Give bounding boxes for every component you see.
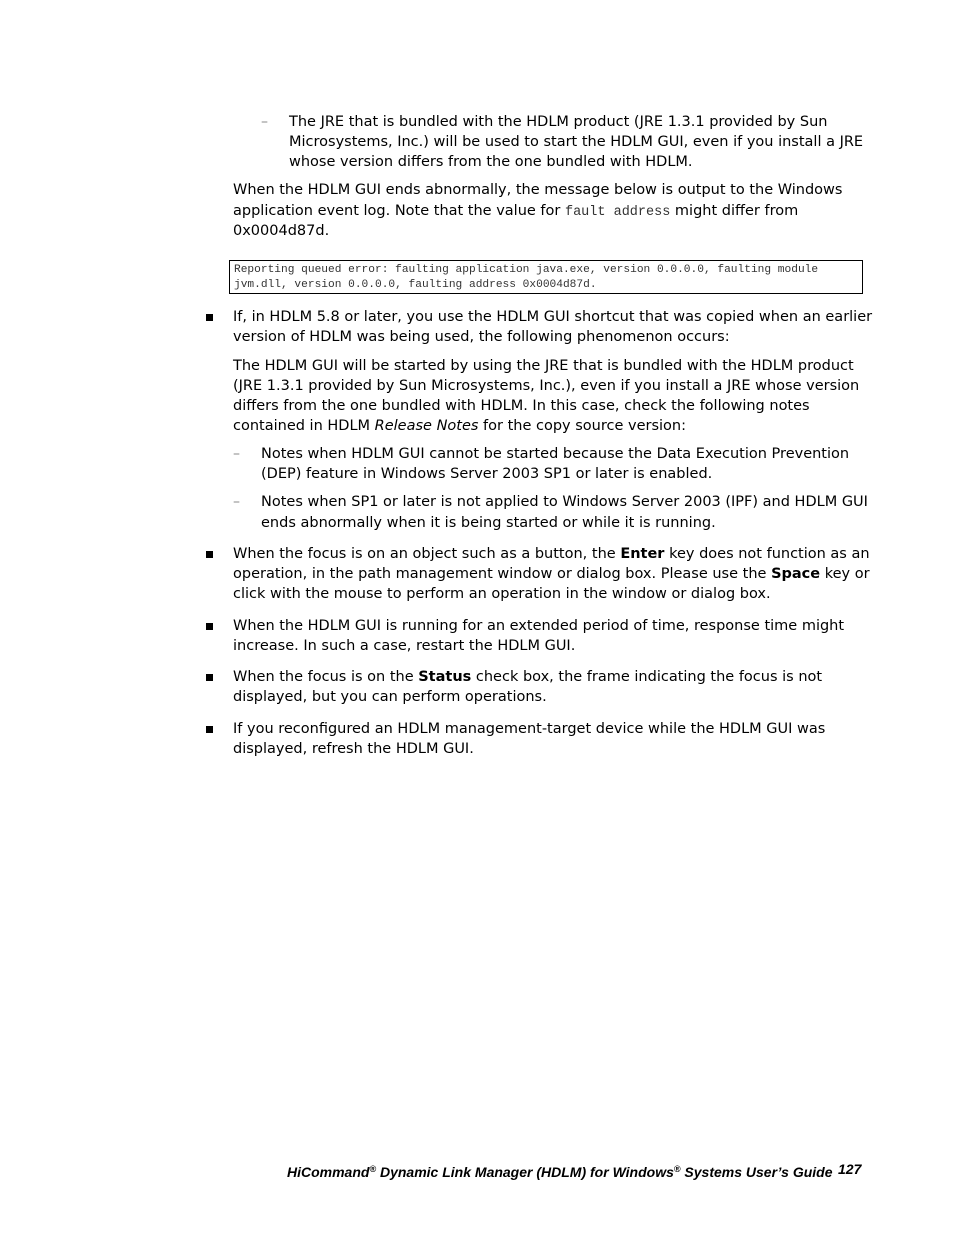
bullet1-sub1-line-1: Notes when HDLM GUI cannot be started because the Data Execution Prevention xyxy=(261,446,850,462)
bullet2-line-2-post: key or xyxy=(820,566,870,582)
code-line-1: Reporting queued error: faulting application java.exe, version 0.0.0.0, faulting module xyxy=(234,264,819,276)
bullet4-line-1-pre: When the focus is on the xyxy=(233,669,419,685)
bullet2-line-1-post: key does not function as an xyxy=(664,546,870,562)
page-footer-title xyxy=(287,1159,833,1182)
abnormal-end-line-2-post: might differ from xyxy=(670,203,799,219)
bullet1-para-line-4-post: for the copy source version: xyxy=(478,418,687,434)
abnormal-end-line-2 xyxy=(233,201,798,223)
registered-mark: ® xyxy=(369,1164,377,1174)
bullet-marker xyxy=(206,674,213,681)
bullet4-line-1-post: check box, the frame indicating the focus is not xyxy=(471,669,823,685)
intro-subitem-line-3: whose version differs from the one bundled with HDLM. xyxy=(289,154,693,170)
abnormal-end-line-3: 0x0004d87d. xyxy=(233,223,330,239)
bullet1-para-line-2: (JRE 1.3.1 provided by Sun Microsystems, Inc.), even if you install a JRE whose version xyxy=(233,378,860,394)
bullet1-para-line-4 xyxy=(233,416,686,436)
enter-key-label: Enter xyxy=(620,546,665,562)
bullet4-line-2: displayed, but you can perform operations. xyxy=(233,689,547,705)
bullet1-sub2-line-2: ends abnormally when it is being started or while it is running. xyxy=(261,515,716,531)
footer-part-1: HiCommand xyxy=(287,1164,370,1180)
release-notes-title: Release Notes xyxy=(374,418,479,434)
bullet2-line-2-pre: operation, in the path management window or dialog box. Please use the xyxy=(233,566,772,582)
bullet3-line-2: increase. In such a case, restart the HDLM GUI. xyxy=(233,638,576,654)
intro-subitem-line-2: Microsystems, Inc.) will be used to start the HDLM GUI, even if you install a JRE xyxy=(289,134,864,150)
bullet-marker xyxy=(206,551,213,558)
bullet5-line-1: If you reconfigured an HDLM management-target device while the HDLM GUI was xyxy=(233,721,826,737)
abnormal-end-line-2-pre: application event log. Note that the value for xyxy=(233,203,565,219)
bullet1-sub2-line-1: Notes when SP1 or later is not applied to Windows Server 2003 (IPF) and HDLM GUI xyxy=(261,494,868,510)
bullet1-line-2: version of HDLM was being used, the following phenomenon occurs: xyxy=(233,329,730,345)
dash-marker: – xyxy=(261,114,268,130)
fault-address-code: fault address xyxy=(564,205,671,220)
bullet2-line-1 xyxy=(233,544,870,564)
bullet1-para-line-1: The HDLM GUI will be started by using the JRE that is bundled with the HDLM product xyxy=(233,358,854,374)
footer-part-3: Systems User’s Guide xyxy=(680,1164,833,1180)
code-line-2: jvm.dll, version 0.0.0.0, faulting address 0x0004d87d. xyxy=(234,279,597,291)
bullet-marker xyxy=(206,623,213,630)
page-number: 127 xyxy=(838,1161,862,1177)
bullet4-line-1 xyxy=(233,667,822,687)
bullet5-line-2: displayed, refresh the HDLM GUI. xyxy=(233,741,474,757)
space-key-label: Space xyxy=(771,566,821,582)
footer-part-2: Dynamic Link Manager (HDLM) for Windows xyxy=(376,1164,674,1180)
error-code-block xyxy=(229,260,863,294)
bullet-marker xyxy=(206,314,213,321)
status-checkbox-label: Status xyxy=(418,669,472,685)
abnormal-end-line-1: When the HDLM GUI ends abnormally, the message below is output to the Windows xyxy=(233,182,843,198)
bullet2-line-1-pre: When the focus is on an object such as a button, the xyxy=(233,546,621,562)
bullet2-line-3: click with the mouse to perform an operation in the window or dialog box. xyxy=(233,586,771,602)
bullet1-para-line-4-pre: contained in HDLM xyxy=(233,418,375,434)
dash-marker: – xyxy=(233,494,240,510)
bullet2-line-2 xyxy=(233,564,870,584)
bullet1-sub1-line-2: (DEP) feature in Windows Server 2003 SP1 or later is enabled. xyxy=(261,466,713,482)
intro-subitem-line-1: The JRE that is bundled with the HDLM product (JRE 1.3.1 provided by Sun xyxy=(289,114,828,130)
bullet1-para-line-3: differs from the one bundled with HDLM. In this case, check the following notes xyxy=(233,398,810,414)
registered-mark: ® xyxy=(673,1164,681,1174)
bullet-marker xyxy=(206,726,213,733)
bullet3-line-1: When the HDLM GUI is running for an extended period of time, response time might xyxy=(233,618,845,634)
bullet1-line-1: If, in HDLM 5.8 or later, you use the HDLM GUI shortcut that was copied when an earlier xyxy=(233,309,873,325)
dash-marker: – xyxy=(233,446,240,462)
